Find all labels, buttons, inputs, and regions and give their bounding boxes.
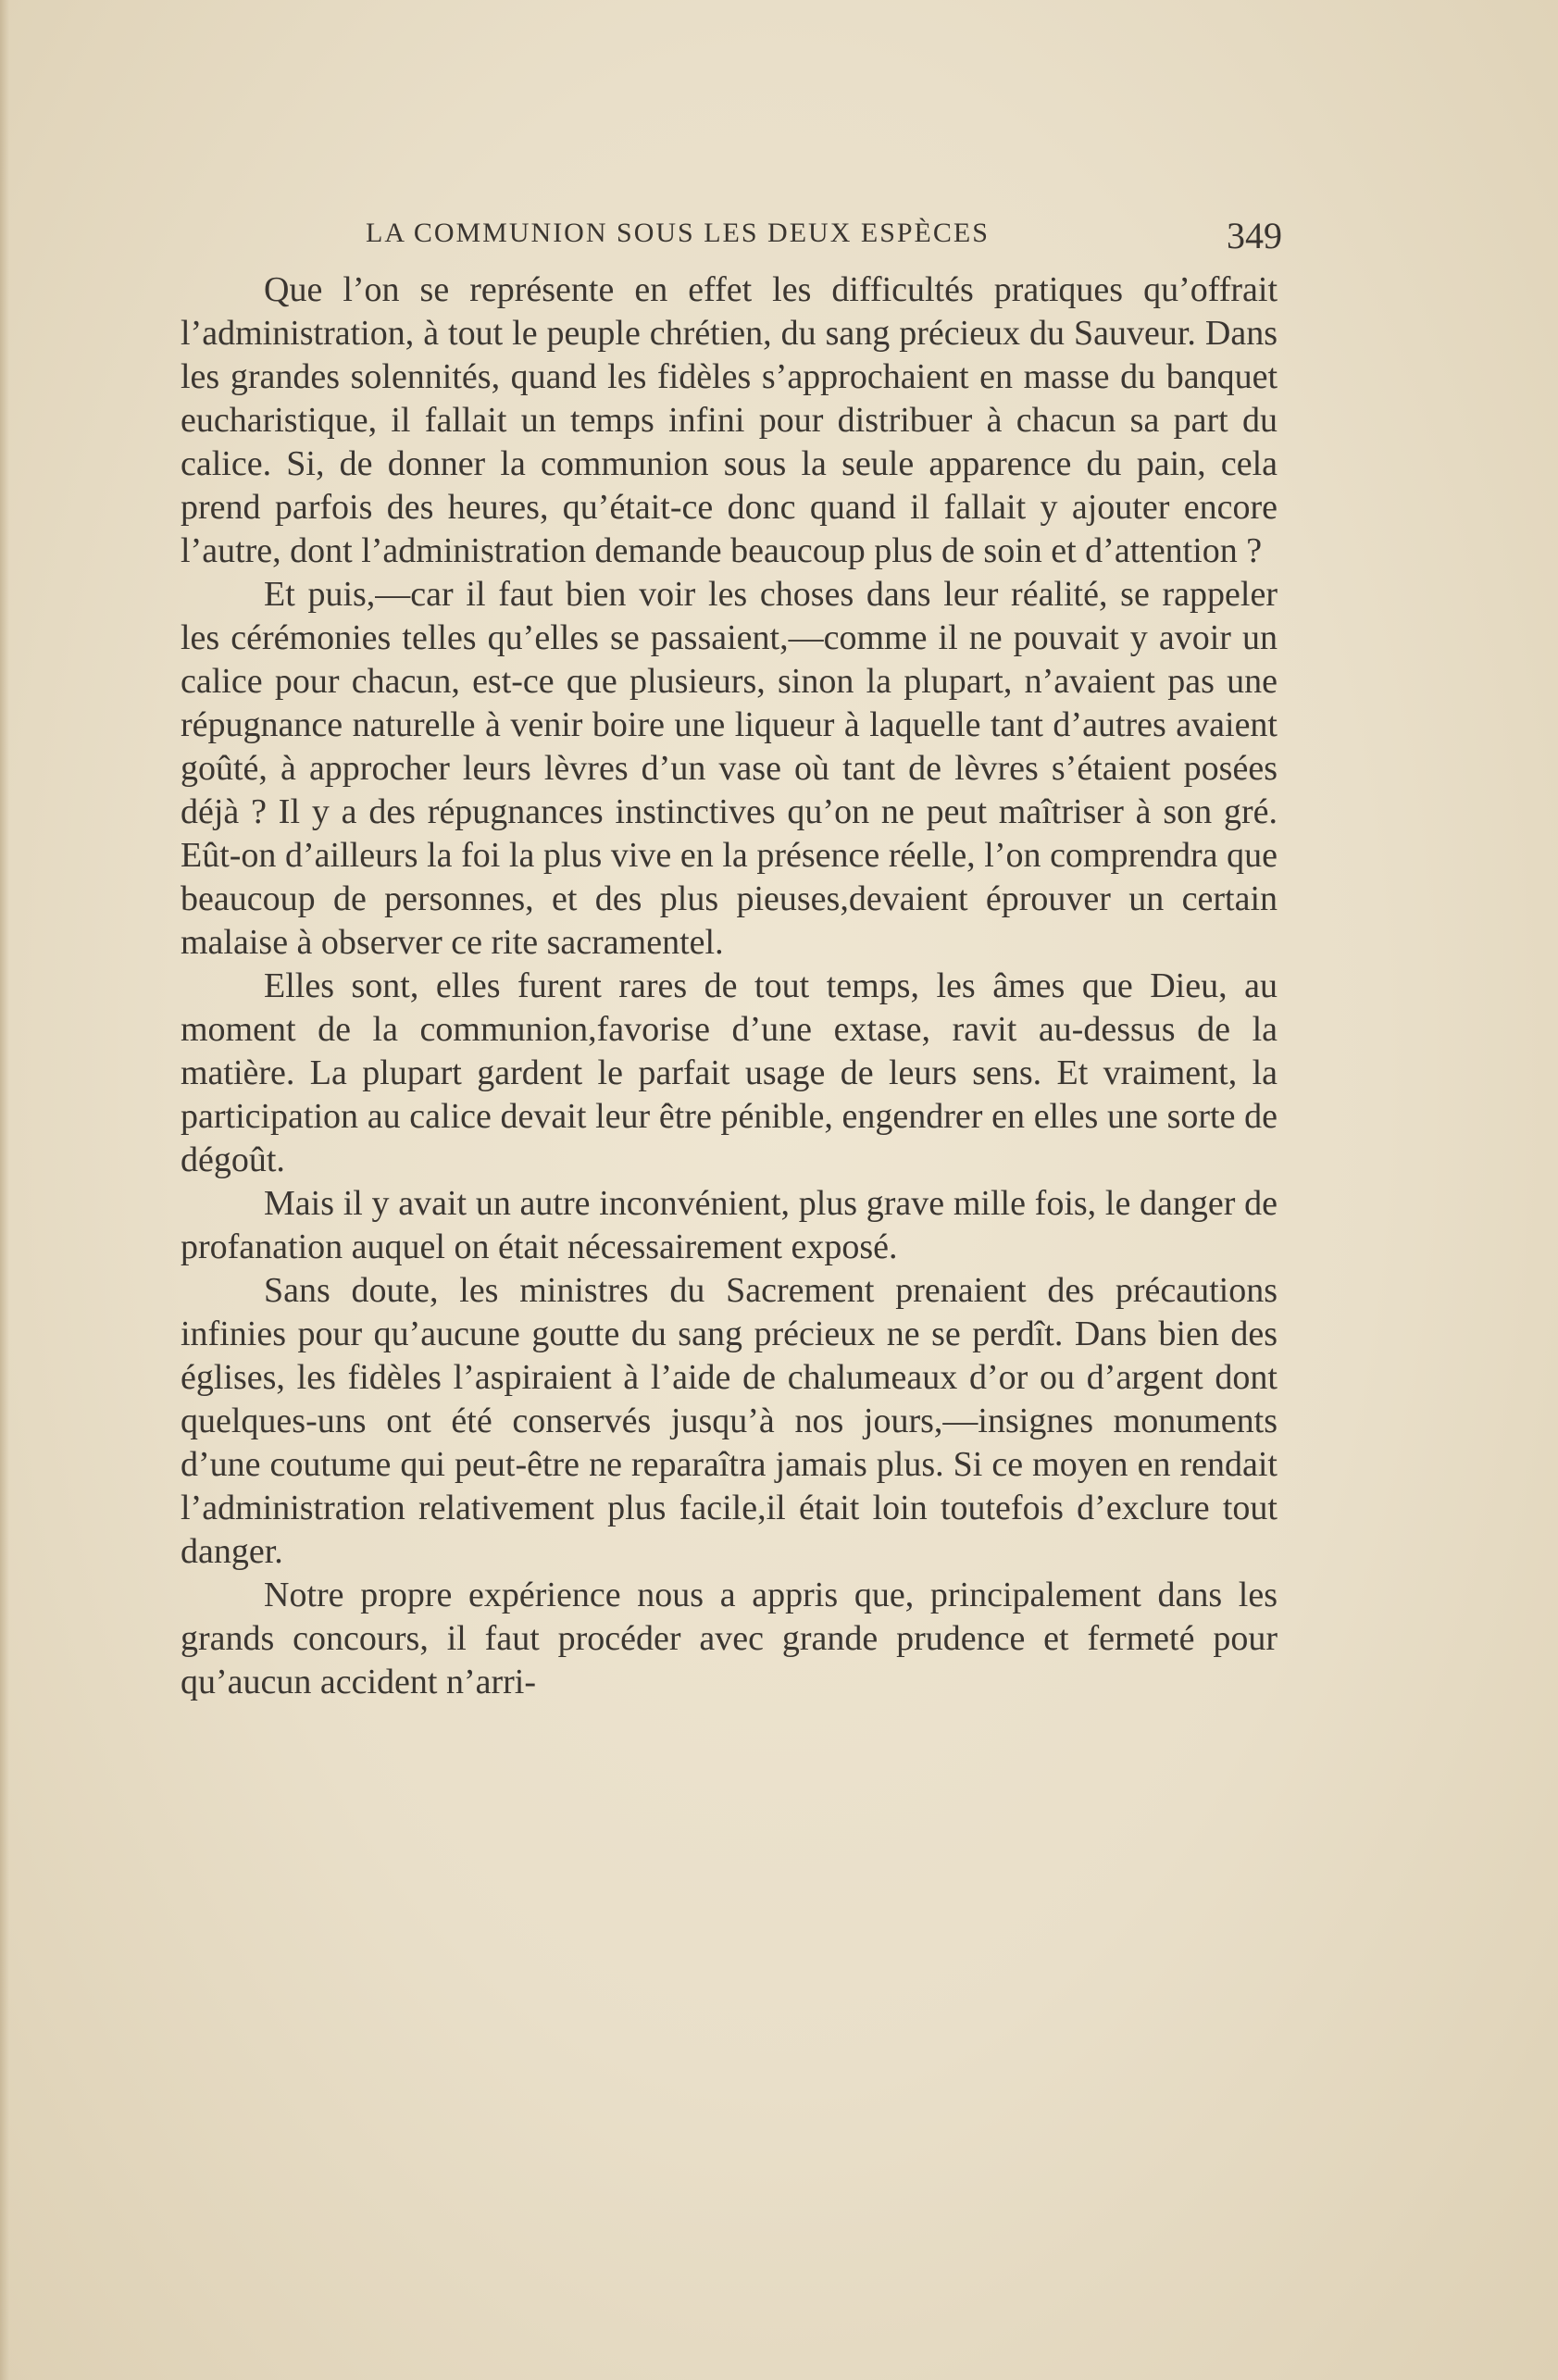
page-number: 349: [1227, 215, 1282, 256]
paragraph-4: Mais il y avait un autre inconvénient, plus grave mille fois, le danger de profanation auquel on était nécessairement exposé.: [181, 1184, 1278, 1266]
paragraph-3: Elles sont, elles furent rares de tout temps, les âmes que Dieu, au moment de la communion,favorise d’une extase, ravit au-dessus de la matière. La plupart gardent le parfait usage de leurs sens. Et vraiment, la participation au calice devait leur être pénible, engendrer en elles une sorte de dégoût.: [181, 966, 1278, 1179]
body-text: [181, 268, 1278, 1704]
paragraph-6: Notre propre expérience nous a appris que, principalement dans les grands concours, il faut procéder avec grande prudence et fermeté pour qu’aucun accident n’arri-: [181, 1576, 1278, 1701]
page-binding-shadow: [0, 0, 9, 2380]
running-title: LA COMMUNION SOUS LES DEUX ESPÈCES: [366, 218, 990, 248]
page-header: [181, 208, 1282, 264]
paragraph-1: Que l’on se représente en effet les difficultés pratiques qu’offrait l’administration, à tout le peuple chrétien, du sang précieux du Sauveur. Dans les grandes solennités, quand les fidèles s’approchaient en masse du banquet eucharistique, il fallait un temps infini pour distribuer à chacun sa part du calice. Si, de donner la communion sous la seule apparence du pain, cela prend parfois des heures, qu’était-ce donc quand il fallait y ajouter encore l’autre, dont l’administration demande beaucoup plus de soin et d’attention ?: [181, 270, 1278, 570]
paragraph-2: Et puis,—car il faut bien voir les choses dans leur réalité, se rappeler les cérémonies telles qu’elles se passaient,—comme il ne pouvait y avoir un calice pour chacun, est-ce que plusieurs, sinon la plupart, n’avaient pas une répugnance naturelle à venir boire une liqueur à laquelle tant d’autres avaient goûté, à approcher leurs lèvres d’un vase où tant de lèvres s’étaient posées déjà ? Il y a des répugnances instinctives qu’on ne peut maîtriser à son gré. Eût-on d’ailleurs la foi la plus vive en la présence réelle, l’on comprendra que beaucoup de personnes, et des plus pieuses,devaient éprouver un certain malaise à observer ce rite sacramentel.: [181, 575, 1278, 962]
paragraph-5: Sans doute, les ministres du Sacrement prenaient des précautions infinies pour qu’aucune goutte du sang précieux ne se perdît. Dans bien des églises, les fidèles l’aspiraient à l’aide de chalumeaux d’or ou d’argent dont quelques-uns ont été conservés jusqu’à nos jours,—insignes monuments d’une coutume qui peut-être ne reparaîtra jamais plus. Si ce moyen en rendait l’administration relativement plus facile,il était loin toutefois d’exclure tout danger.: [181, 1271, 1278, 1571]
